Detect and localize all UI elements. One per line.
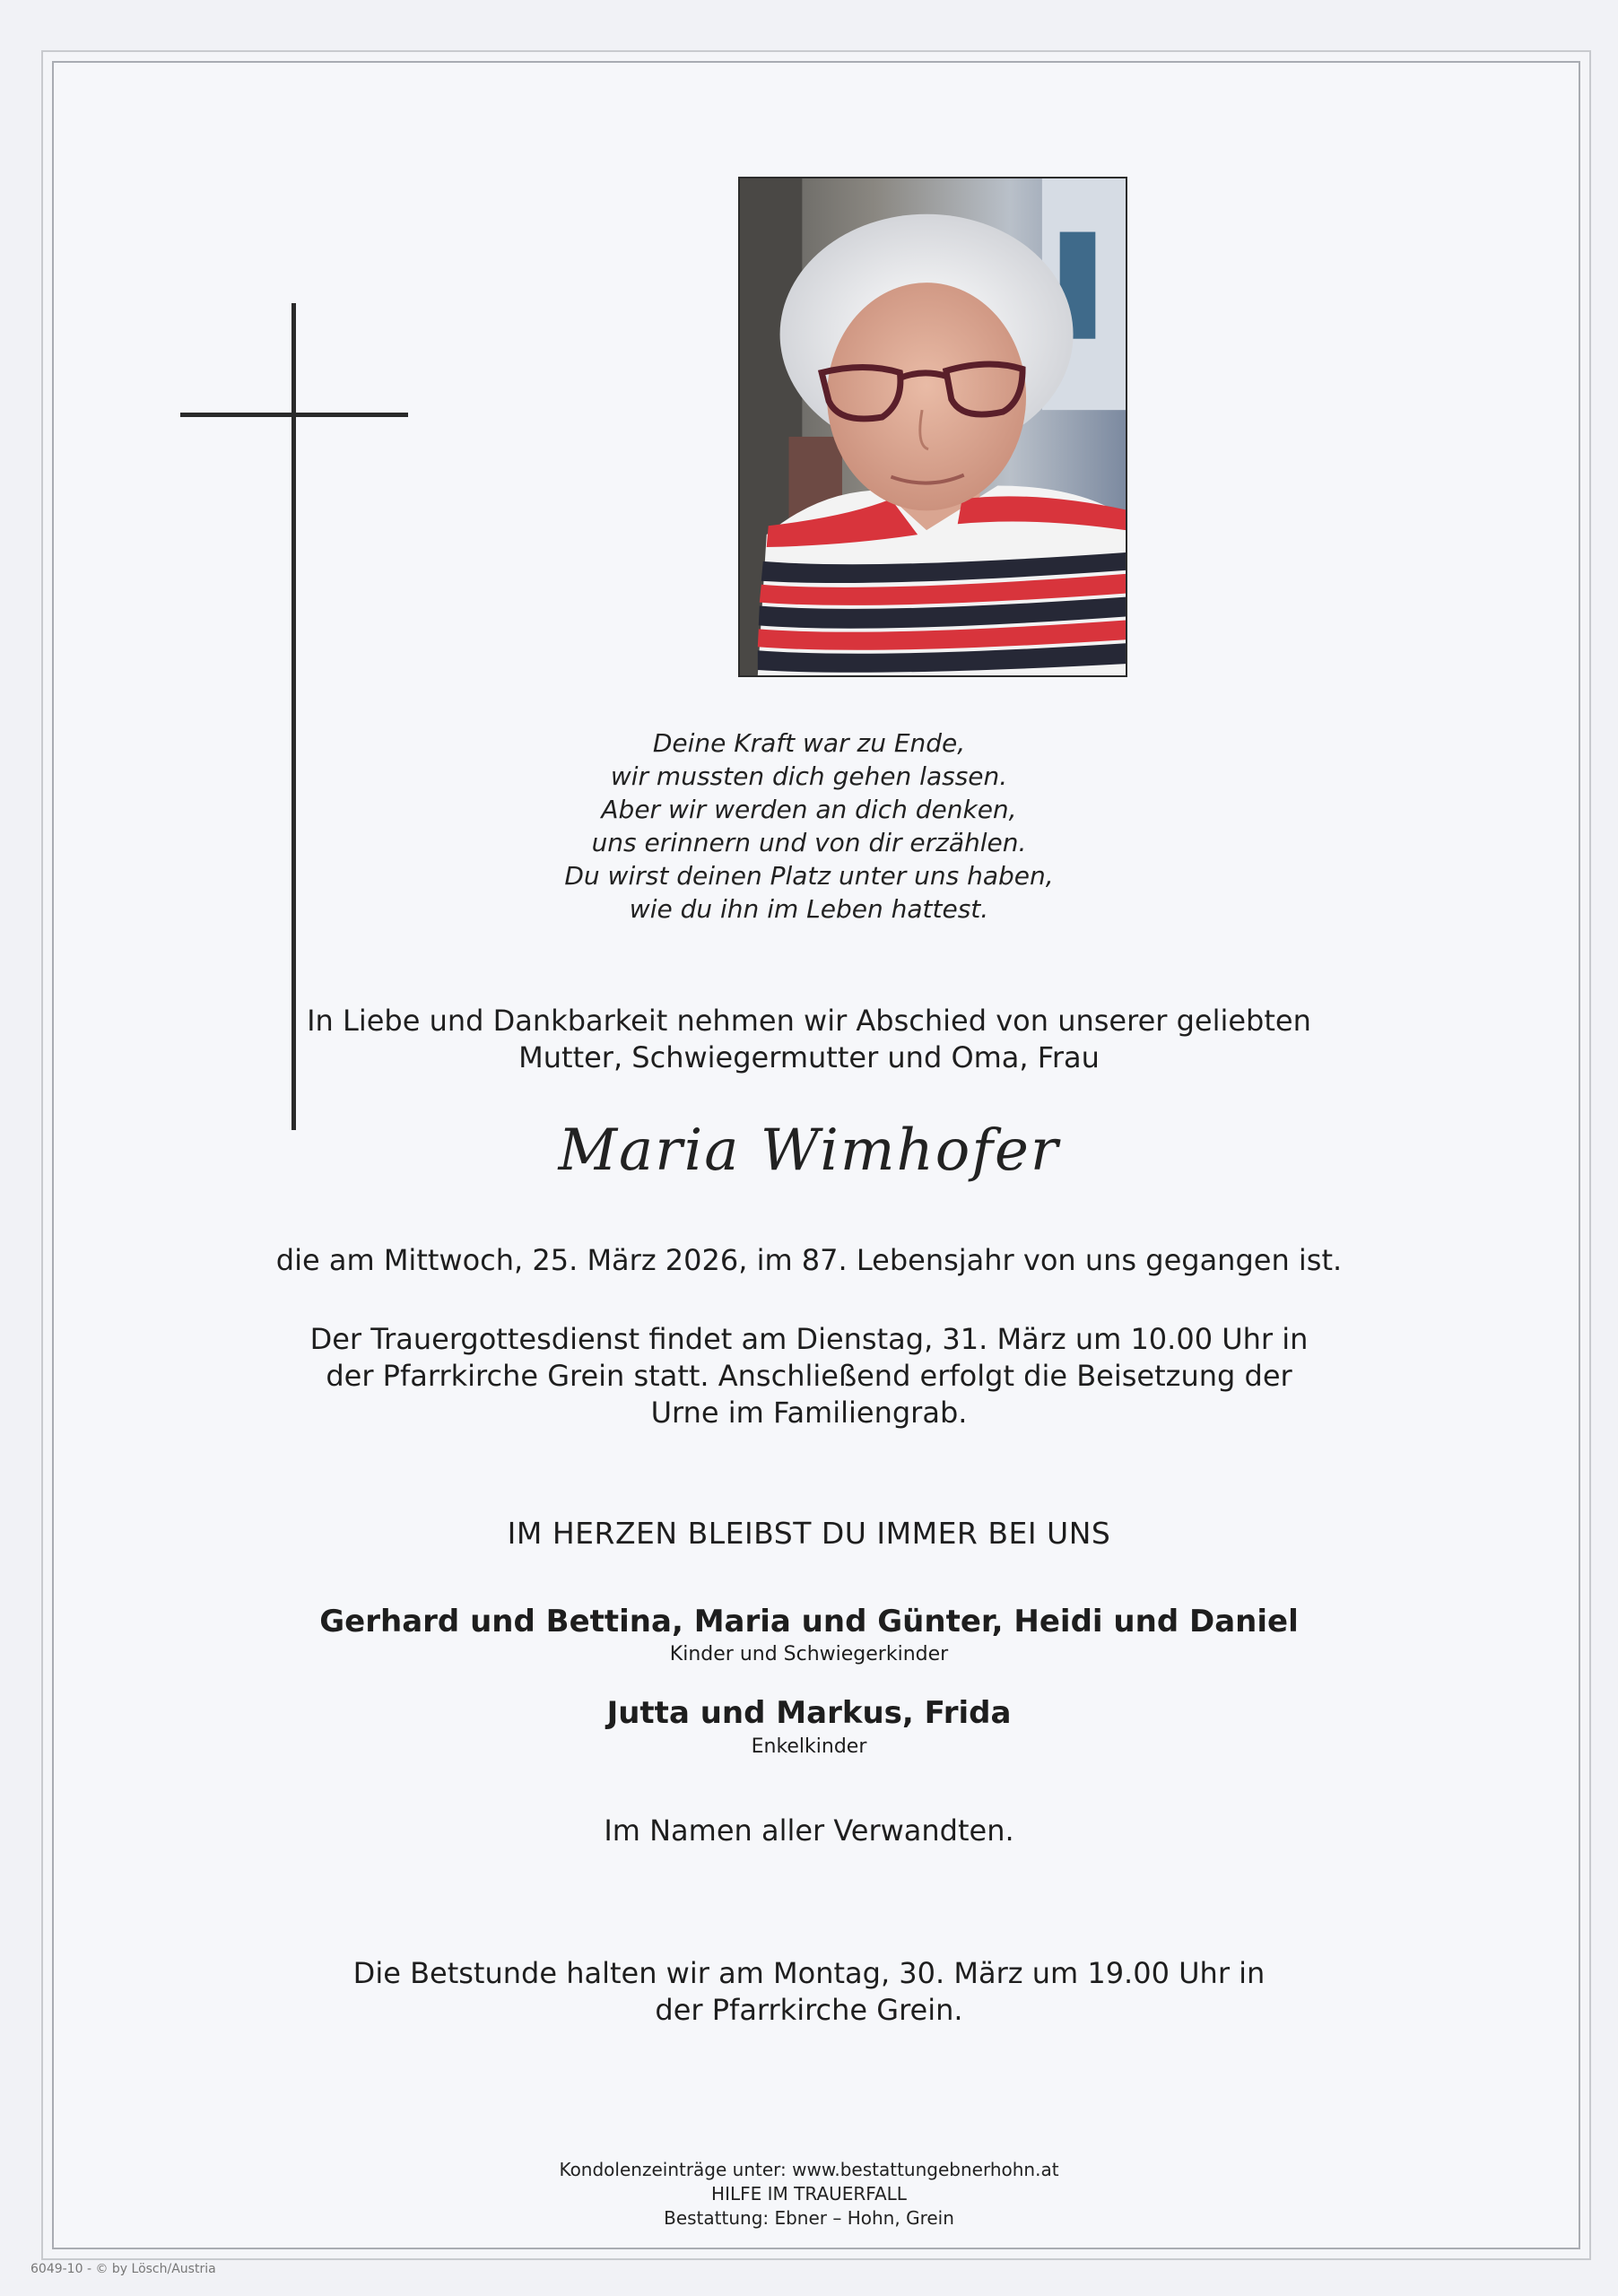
funeral-home-footer: [0, 2158, 1618, 2231]
prayer-line: der Pfarrkirche Grein.: [655, 1993, 963, 2027]
family-relation-children: Kinder und Schwiegerkinder: [669, 1643, 949, 1665]
service-line: Der Trauergottesdienst findet am Dienstag, 31. März um 10.00 Uhr in: [309, 1322, 1309, 1356]
family-names-children: Gerhard und Bettina, Maria und Günter, Heidi und Daniel: [319, 1604, 1299, 1639]
condolence-link[interactable]: Kondolenzeinträge unter: www.bestattungebnerhohn.at: [559, 2159, 1059, 2180]
service-line: der Pfarrkirche Grein statt. Anschließend erfolgt die Beisetzung der: [326, 1359, 1292, 1393]
print-code: 6049-10 - © by Lösch/Austria: [30, 2262, 216, 2276]
poem-line: wie du ihn im Leben hattest.: [629, 894, 989, 924]
prayer-line: Die Betstunde halten wir am Montag, 30. März um 19.00 Uhr in: [352, 1956, 1266, 1990]
family-relation-grandchildren: Enkelkinder: [751, 1735, 867, 1758]
footer-slogan: HILFE IM TRAUERFALL: [711, 2183, 907, 2205]
family-names-grandchildren: Jutta und Markus, Frida: [606, 1695, 1012, 1731]
memorial-motto: IM HERZEN BLEIBST DU IMMER BEI UNS: [507, 1516, 1111, 1551]
poem-line: Aber wir werden an dich denken,: [601, 795, 1017, 824]
portrait-photo: [738, 177, 1127, 677]
farewell-intro: [0, 1003, 1618, 1076]
funeral-service-info: [0, 1321, 1618, 1431]
service-line: Urne im Familiengrab.: [650, 1396, 968, 1430]
poem-line: uns erinnern und von dir erzählen.: [591, 828, 1027, 857]
poem-line: Deine Kraft war zu Ende,: [652, 728, 966, 758]
funeral-home-name: Bestattung: Ebner – Hohn, Grein: [664, 2207, 954, 2229]
death-date-line: die am Mittwoch, 25. März 2026, im 87. Lebensjahr von uns gegangen ist.: [275, 1243, 1343, 1277]
cross-horizontal-beam: [180, 413, 408, 417]
relatives-note: Im Namen aller Verwandten.: [604, 1813, 1014, 1848]
poem-line: Du wirst deinen Platz unter uns haben,: [564, 861, 1054, 891]
poem-line: wir mussten dich gehen lassen.: [610, 761, 1008, 791]
deceased-name: Maria Wimhofer: [558, 1118, 1060, 1184]
intro-line: In Liebe und Dankbarkeit nehmen wir Abschied von unserer geliebten: [307, 1004, 1311, 1038]
memorial-poem: [0, 726, 1618, 926]
intro-line: Mutter, Schwiegermutter und Oma, Frau: [518, 1040, 1100, 1074]
prayer-hour-info: [0, 1955, 1618, 2029]
